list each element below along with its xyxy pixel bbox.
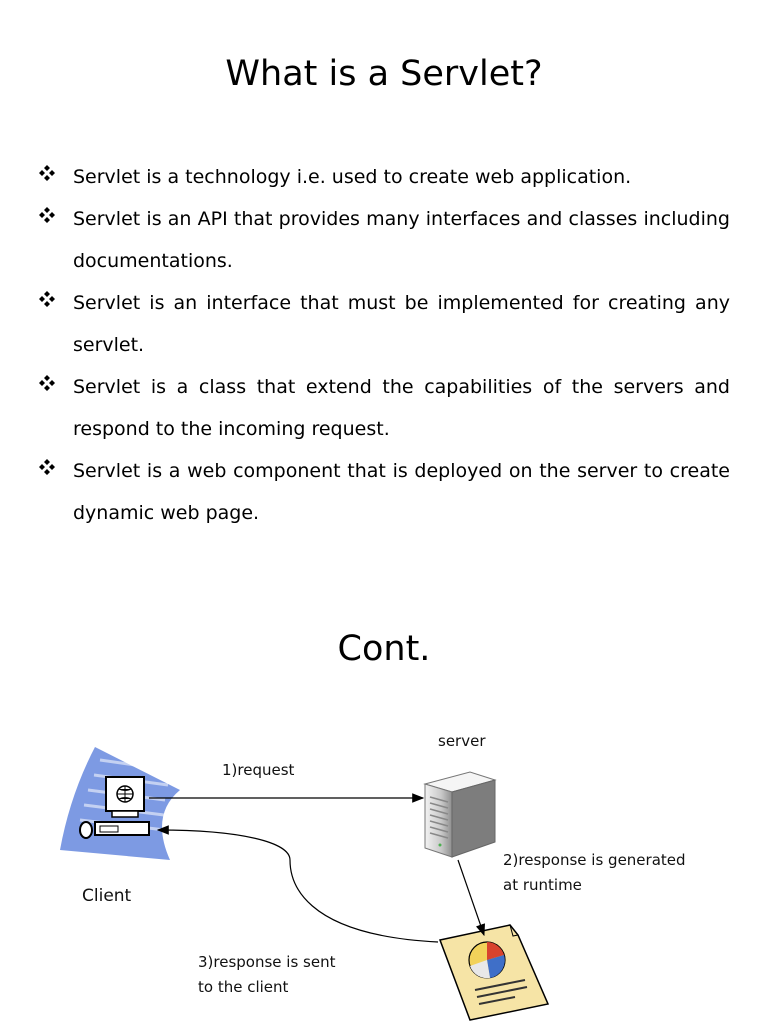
document-chart-icon <box>440 925 548 1020</box>
diamond-bullet-icon <box>38 458 56 476</box>
diamond-bullet-icon <box>38 206 56 224</box>
list-item <box>38 366 730 450</box>
bullet-text: Servlet is a web component that is deployed on the server to create dynamic web page. <box>73 460 730 524</box>
diamond-bullet-icon <box>38 290 56 308</box>
client-computer-icon <box>60 747 180 860</box>
bullet-text: Servlet is an interface that must be implemented for creating any servlet. <box>73 292 730 356</box>
page-title: What is a Servlet? <box>225 54 543 94</box>
client-label: Client <box>82 886 132 906</box>
bullet-text: Servlet is a technology i.e. used to create web application. <box>73 166 632 188</box>
server-tower-icon <box>425 772 495 857</box>
list-item <box>38 198 730 282</box>
bullet-text: Servlet is a class that extend the capabilities of the servers and respond to the incoming request. <box>73 376 730 440</box>
list-item <box>38 450 730 534</box>
list-item <box>38 156 730 198</box>
bullet-list <box>38 156 730 534</box>
response-sent-label-line2: to the client <box>198 978 289 996</box>
request-label: 1)request <box>222 761 295 779</box>
list-item <box>38 282 730 366</box>
bullet-text: Servlet is an API that provides many interfaces and classes including documentations. <box>73 208 730 272</box>
diamond-bullet-icon <box>38 164 56 182</box>
servlet-diagram <box>0 720 768 1024</box>
response-generated-arrow <box>458 860 484 935</box>
section-heading: Cont. <box>337 629 431 669</box>
response-sent-label: 3)response is sent <box>198 953 336 971</box>
response-generated-label-line2: at runtime <box>503 876 582 894</box>
diamond-bullet-icon <box>38 374 56 392</box>
response-generated-label: 2)response is generated <box>503 851 686 869</box>
server-label: server <box>438 732 486 750</box>
response-sent-arrow <box>158 830 438 942</box>
